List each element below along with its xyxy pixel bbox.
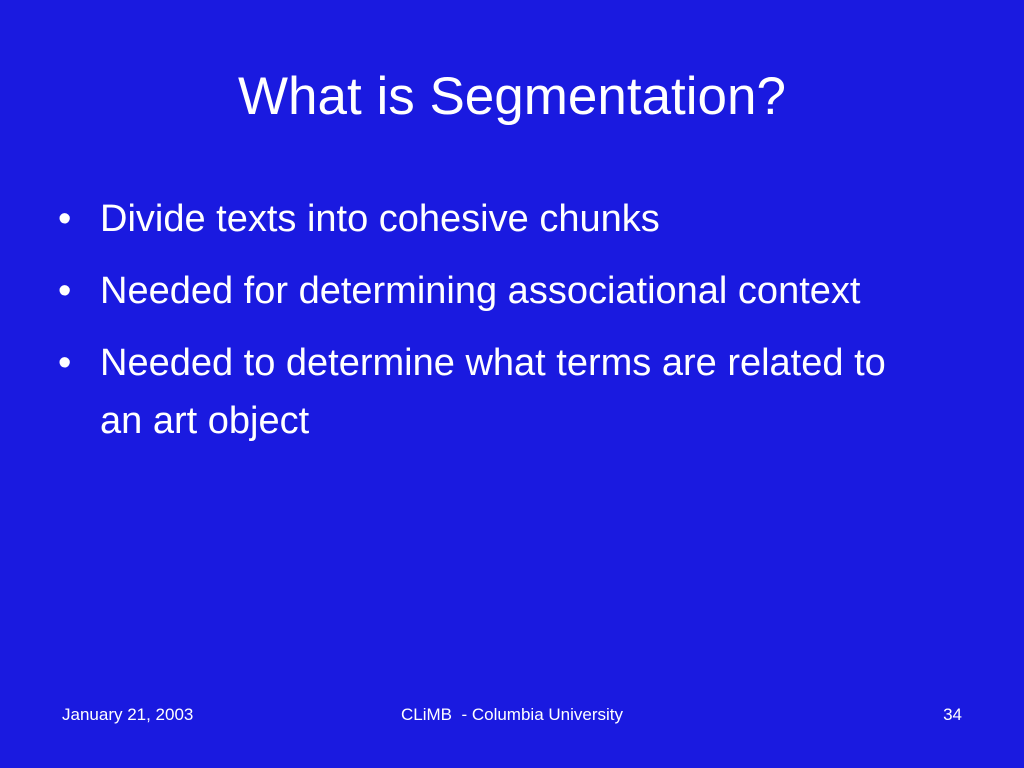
footer-organization: CLiMB - Columbia University bbox=[401, 705, 623, 724]
bullet-dot-icon: • bbox=[58, 270, 72, 312]
bullet-dot-icon: • bbox=[58, 342, 72, 384]
bullet-item bbox=[56, 334, 936, 450]
footer-page-number: 34 bbox=[943, 705, 962, 724]
bullet-dot-icon: • bbox=[58, 198, 72, 240]
bullet-text: Needed for determining associational context bbox=[100, 270, 861, 312]
footer-date: January 21, 2003 bbox=[62, 705, 194, 724]
bullet-item bbox=[56, 262, 936, 320]
bullet-text: Needed to determine what terms are related to an art object bbox=[100, 342, 886, 442]
bullet-item bbox=[56, 190, 936, 248]
bullet-list bbox=[56, 190, 936, 464]
bullet-text: Divide texts into cohesive chunks bbox=[100, 198, 660, 240]
slide-title: What is Segmentation? bbox=[238, 67, 786, 126]
